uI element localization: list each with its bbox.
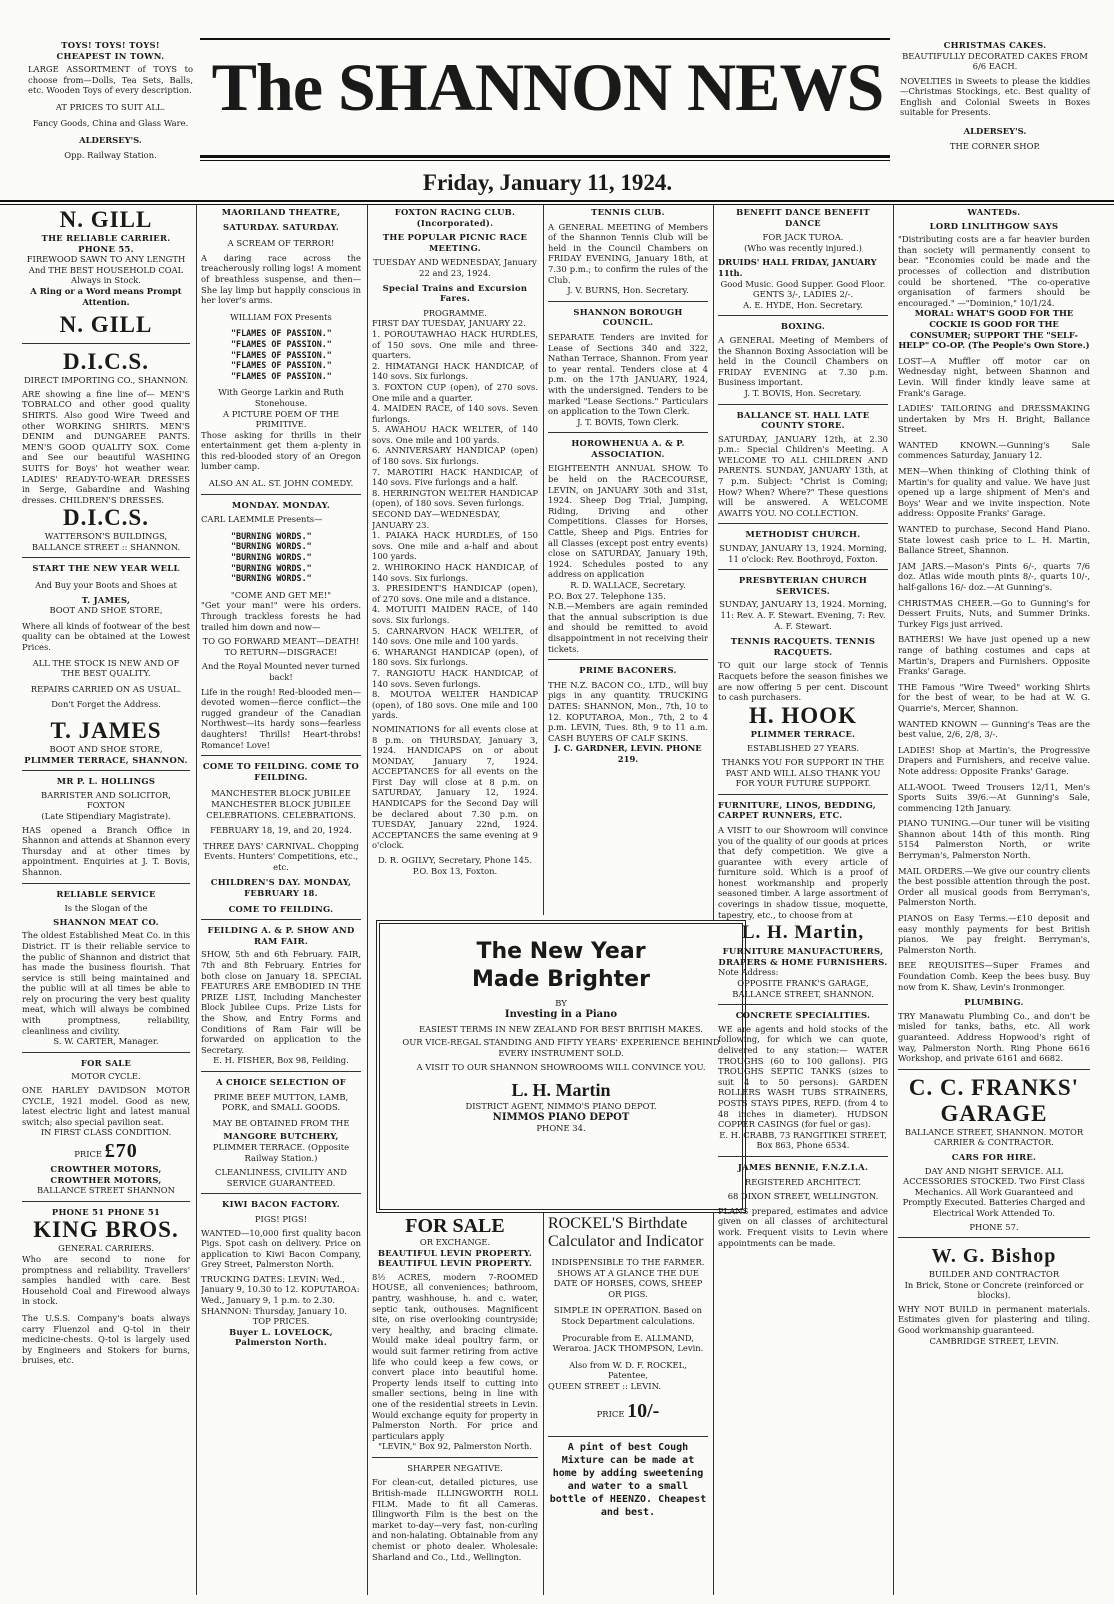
burning-title: "BURNING WORDS." xyxy=(231,541,312,552)
column-rule xyxy=(893,205,894,1595)
bennie-name: JAMES BENNIE, F.N.Z.I.A. xyxy=(737,1161,869,1172)
jubilee-carnival: THREE DAYS' CARNIVAL. Chopping Events. Hunters' Competitions, etc., etc. xyxy=(203,840,359,872)
druids-body: Good Music. Good Supper. Good Floor. GENTS 3/-, LADIES 2/-. xyxy=(720,278,886,300)
lord-body: "Distributing costs are a far heavier burden than society will permanently consent to bear. "Economies could be made and the processes of collection and distribution could be shortened. "The co-operative organisation of farmers should be encouraged." —"Dominion," 10/1/24. xyxy=(898,234,1090,308)
council-heading: SHANNON BOROUGH COUNCIL. xyxy=(573,306,683,328)
franks-garage: GARAGE xyxy=(940,1100,1048,1126)
hook-established: ESTABLISHED 27 YEARS. xyxy=(747,743,859,754)
maoriland-heading: MAORILAND THEATRE, xyxy=(221,207,341,217)
rockel-heading: ROCKEL'S Birthdate Calculator and Indicator xyxy=(548,1215,704,1250)
gill-name: N. GILL xyxy=(59,207,153,232)
column-rule xyxy=(196,205,197,1595)
column-rule xyxy=(367,205,368,1595)
forsale-price-label: PRICE xyxy=(74,1149,103,1159)
bennie-body: PLANS prepared, estimates and advice given on all classes of architectural work. Frequent visits to Levin where appointments can be made. xyxy=(718,1205,888,1248)
toys-sub: CHEAPEST IN TOWN. xyxy=(56,50,165,61)
kiwi-pigs: PIGS! PIGS! xyxy=(254,1213,308,1224)
jubilee-dates: FEBRUARY 18, 19, and 20, 1924. xyxy=(210,825,352,836)
king-body: Who are second to none for promptness and reliability. Travellers' samples handled with care. Best Household Coal and Firewood always in stock. xyxy=(22,1253,190,1307)
childrens-day: CHILDREN'S DAY. MONDAY, FEBRUARY 18. xyxy=(210,877,352,899)
methodist-body: SUNDAY, JANUARY 13, 1924. Morning, 11 o'clock: Rev. Boothroyd, Foxton. xyxy=(719,543,887,564)
burning-title: "BURNING WORDS." xyxy=(231,552,312,563)
dics-body: ARE showing a fine line of— MEN'S TOBRALCO and other good quality SHIRTS. Also good Wire Tweed and other WORKING SHIRTS. MEN'S DENIM and DUNGAREE PANTS. MEN'S GOOD QUALITY SOX. Come and See our beautiful WASHING SUITS for Boys' hot weather wear. LADIES' READY-TO-WEAR DRESSES in Serge, Gabardine and Washing dresses. CHILDREN'S DRESSES. xyxy=(22,388,190,505)
issue-date: Friday, January 11, 1924. xyxy=(422,170,673,195)
reliable-sig: S. W. CARTER, Manager. xyxy=(53,1036,159,1047)
plumbing-heading: PLUMBING. xyxy=(964,997,1024,1008)
promo-by: BY xyxy=(555,998,567,1008)
moral: MORAL: WHAT'S GOOD FOR THE COCKIE IS GOOD FOR THE CONSUMER; SUPPORT THE "SELF-HELP" CO-OP. (The People's Own Store.) xyxy=(898,308,1090,351)
maoriland-fox: WILLIAM FOX Presents xyxy=(230,311,332,322)
racing-day2: SECOND DAY—WEDNESDAY, JANUARY 23. xyxy=(372,509,501,530)
racing-day1: FIRST DAY TUESDAY, JANUARY 22. xyxy=(372,318,526,329)
levin-exchange: OR EXCHANGE. xyxy=(419,1237,491,1247)
promo-depot: NIMMOS PIANO DEPOT xyxy=(492,1112,630,1123)
lhmartin-name: L. H. Martin, xyxy=(741,922,865,944)
new-year-body: And Buy your Boots and Shoes at xyxy=(35,580,177,591)
bishop-body: WHY NOT BUILD in permanent materials. Estimates given for plastering and tiling. Good workmanship guaranteed. xyxy=(898,1303,1090,1336)
racing-programme: PROGRAMME. xyxy=(423,307,487,318)
rockel-also: Also from W. D. F. ROCKEL, Patentee, xyxy=(569,1359,687,1381)
levin-body: 8½ ACRES, modern 7-ROOMED HOUSE, all conveniences; bathroom, pantry, washhouse, h. and c. water, septic tank, outhouses. Magnificent site, on rise overlooking countryside; very healthy, and bracing climate. Would make ideal poultry farm, or would suit farmer retiring from active life who could keep a few cows, or convert place into beautiful home. Property lends itself to cutting into smaller sections, being in line with one of the residential streets in Levin. Would exchange equity for property in Palmerston North. For price and particulars apply xyxy=(372,1271,538,1441)
toys-shop: ALDERSEY'S. xyxy=(79,134,142,145)
kiwi-buyer: Buyer L. LOVELOCK, Palmerston North. xyxy=(229,1326,333,1348)
tjames-stock: ALL THE STOCK IS NEW AND OF THE BEST QUALITY. xyxy=(32,657,180,679)
life-body: Life in the rough! Red-blooded men—devoted women—fierce conflict—the rugged grandeur of the Canadian Northwest—its hardy sons—fearless daughters! Thrills! Heart-throbs! Romance! Love! xyxy=(201,686,361,750)
flames-title: "FLAMES OF PASSION." xyxy=(231,370,332,381)
classified-ad: THE Famous "Wire Tweed" working Shirts for the best of wear, to be had at W. G. Quarrie's, Mercer, Shannon. xyxy=(898,681,1090,713)
mangore-intro: MAY BE OBTAINED FROM THE xyxy=(212,1117,350,1128)
franks-phone: PHONE 57. xyxy=(969,1221,1019,1232)
kiwi-trucking: TRUCKING DATES: LEVIN: Wed., January 9, 10.30 to 12. KOPUTAROA: Wed., January 9, 1 p.m. to 2.30. SHANNON: Thursday, January 10. xyxy=(201,1273,360,1316)
race-entry: 6. ANNIVERSARY HANDICAP (open) of 180 sovs. Six furlongs. xyxy=(372,445,538,467)
promo-title-2: Made Brighter xyxy=(472,967,650,992)
race-entry: 7. MAROTIRI HACK HANDICAP, of 140 sovs. Five furlongs and a half. xyxy=(372,466,538,488)
column-1 xyxy=(22,207,190,1597)
furniture-heading: FURNITURE, LINOS, BEDDING, CARPET RUNNERS, ETC. xyxy=(718,799,876,821)
levin-sig: "LEVIN," Box 92, Palmerston North. xyxy=(378,1441,532,1452)
kiwi-heading: KIWI BACON FACTORY. xyxy=(222,1199,340,1210)
gill-phone: PHONE 55. xyxy=(78,243,134,254)
feilding-come-2: COME TO FEILDING. xyxy=(228,903,334,914)
flames-comedy: ALSO AN AL. ST. JOHN COMEDY. xyxy=(208,478,354,489)
promo-investing: Investing in a Piano xyxy=(504,1009,618,1020)
bishop-address: CAMBRIDGE STREET, LEVIN. xyxy=(929,1335,1059,1346)
ballance-hall: BALLANCE ST. HALL LATE COUNTY STORE. xyxy=(736,409,870,431)
show-body: SHOW, 5th and 6th February. FAIR, 7th and 8th February. Entries for both close on January 18. SPECIAL FEATURES ARE EMBODIED IN THE PRIZE LIST, Including Manchester Block Jubilee Cups. Prize Lists for the Show, and Entry Forms and Conditions of Ram Fair will be forwarded on application to the Secretary. xyxy=(201,949,361,1055)
jubilee: MANCHESTER BLOCK JUBILEE MANCHESTER BLOCK JUBILEE CELEBRATIONS. CELEBRATIONS. xyxy=(206,788,356,820)
classified-ad: WANTED to purchase, Second Hand Piano. State lowest cash price to L. H. Martin, Ballance Street, Shannon. xyxy=(898,524,1090,556)
lord-heading: LORD LINLITHGOW SAYS xyxy=(929,220,1059,231)
promo-title-1: The New Year xyxy=(476,939,646,964)
come-body: "Get your man!" were his orders. Through trackless forests he had trailed him down and now— xyxy=(201,600,361,632)
carl-laemmle: CARL LAEMMLE Presents— xyxy=(201,514,323,525)
classified-ad: PIANO TUNING.—Our tuner will be visiting Shannon about 14th of this month. Ring 5154 Palmerston North, or write Berryman's, Palmerston North. xyxy=(898,818,1090,861)
toys-advert xyxy=(28,40,193,161)
race-entry: 5. CARNARVON HACK WELTER, of 140 sovs. One mile and 100 yards. xyxy=(372,625,538,647)
tjames-name: T. JAMES, xyxy=(81,594,131,605)
racing-trains: Special Trains and Excursion Fares. xyxy=(382,282,528,304)
tjames-dont: Don't Forget the Address. xyxy=(51,699,161,710)
horo-sig: R. D. WALLACE, Secretary. xyxy=(570,580,686,590)
piano-advert xyxy=(376,920,746,1213)
cakes-sub: BEAUTIFULLY DECORATED CAKES FROM 6/6 EACH. xyxy=(902,50,1088,71)
dics-name-2: D.I.C.S. xyxy=(63,505,149,531)
tjames-repairs: REPAIRS CARRIED ON AS USUAL. xyxy=(30,683,182,694)
classified-ad: BEE REQUISITES—Super Frames and Foundation Comb. Keep the bees busy. Buy now from K. Shaw, Levin's Ironmonger. xyxy=(898,960,1090,992)
franks-hire: CARS FOR HIRE. xyxy=(951,1151,1037,1162)
ballance-body: SATURDAY, JANUARY 12th, at 2.30 p.m.: Special Children's Meeting. A WELCOME TO ALL CHILDREN AND PARENTS. SUNDAY, JANUARY 13th, at 7 p.m. Subject: "Christ is Coming; How? When? Where?" These questions will be answered. A WELCOME AWAITS YOU. NO COLLECTION. xyxy=(718,433,888,518)
reliable-body: The oldest Established Meat Co. in this District. IT is their reliable service to the public of Shannon and district that has made the business flourish. That service is still being maintained and the public will at all times be able to rely on procuring the very best quality meat, which will always be combined with promptness, reliability, cleanliness and civility. xyxy=(22,930,190,1036)
classified-ad: BATHERS! We have just opened up a new range of bathing costumes and caps at Martin's, Drapers and Furnishers. Opposite Franks' Garage. xyxy=(898,634,1090,677)
monday-heading: MONDAY. MONDAY. xyxy=(231,499,331,510)
toys-address: Opp. Railway Station. xyxy=(64,150,157,160)
franks-address: BALLANCE STREET, SHANNON. MOTOR CARRIER & CONTRACTOR. xyxy=(904,1126,1084,1148)
forsale-heading: FOR SALE xyxy=(80,1057,132,1068)
cakes-body: NOVELTIES in Sweets to please the kiddies—Christmas Stockings, etc. Best quality of English and Colonial Sweets in Boxes suitable for Presents. xyxy=(900,75,1090,117)
king-name: KING BROS. xyxy=(33,1217,179,1243)
bacon-heading: PRIME BACONERS. xyxy=(579,665,677,676)
bishop-name: W. G. Bishop xyxy=(931,1245,1057,1268)
kiwi-body: WANTED—10,000 first quality bacon Pigs. Spot cash on delivery. Price on application to Kiwi Bacon Company, Grey Street, Palmerston North. xyxy=(201,1227,361,1270)
masthead-top-rule xyxy=(200,38,890,40)
lhmartin-note: Note Address: xyxy=(718,967,779,978)
druids-sig: A. E. HYDE, Hon. Secretary. xyxy=(743,299,863,310)
race-entry: 4. MOTUITI MAIDEN RACE, of 140 sovs. Six furlongs. xyxy=(372,604,538,625)
reliable-company: SHANNON MEAT CO. xyxy=(53,916,159,927)
column-4 xyxy=(548,207,708,912)
forsale-condition: IN FIRST CLASS CONDITION. xyxy=(40,1127,172,1138)
column-2 xyxy=(201,207,361,1597)
wanteds-heading: WANTEDs. xyxy=(967,207,1021,217)
dics-address: WATTERSON'S BUILDINGS, BALLANCE STREET :: SHANNON. xyxy=(31,531,181,552)
bacon-body: THE N.Z. BACON CO., LTD., will buy pigs in any quantity. TRUCKING DATES: SHANNON, Mon., 7th, 10 to 12. KOPUTAROA, Mon., 7th, 2 to 4 p.m. LEVIN, Tues. 8th, 9 to 11 a.m. CASH BUYERS OF CALF SKINS. xyxy=(548,679,708,743)
show-sig: E. H. FISHER, Box 98, Feilding. xyxy=(213,1055,349,1066)
toys-body: LARGE ASSORTMENT of TOYS to choose from—Dolls, Tea Sets, Balls, etc. Wooden Toys of every description. xyxy=(28,64,193,95)
hook-body: THANKS YOU FOR SUPPORT IN THE PAST AND WILL ALSO THANK YOU FOR YOUR FUTURE SUPPORT. xyxy=(721,756,885,789)
reliable-heading: RELIABLE SERVICE xyxy=(56,888,156,899)
concrete-sig: E. H. CRABB, 73 RANGITIKEI STREET, Box 863, Phone 6534. xyxy=(719,1129,887,1151)
tennis-body: A GENERAL MEETING of Members of the Shannon Tennis Club will be held in the Council Chambers on FRIDAY EVENING, January 18th, at 7.30 p.m.; to confirm the rules of the Club. xyxy=(548,221,708,285)
column-3-bottom xyxy=(372,1215,538,1595)
classified-ad: PIANOS on Easy Terms.—£10 deposit and easy monthly payments for best British pianos. We pay freight. Berryman's, Palmerston North. xyxy=(898,913,1090,955)
horo-box: P.O. Box 27. Telephone 135. xyxy=(548,590,666,601)
tjames-store-2: BOOT AND SHOE STORE, xyxy=(49,744,163,754)
promo-line-3: A VISIT TO OUR SHANNON SHOWROOMS WILL CONVINCE YOU. xyxy=(416,1062,706,1072)
classified-ad: LOST—A Muffler off motor car on Wednesday night, between Shannon and Levin. Will finder kindly leave same at Frank's Garage. xyxy=(898,355,1090,398)
toys-price: AT PRICES TO SUIT ALL. xyxy=(55,101,166,112)
new-year-heading: START THE NEW YEAR WELL xyxy=(32,563,180,574)
levin-forsale: FOR SALE xyxy=(405,1215,505,1237)
toys-fancy: Fancy Goods, China and Glass Ware. xyxy=(32,118,189,128)
gill-ring: A Ring or a Word means Prompt Attention. xyxy=(30,285,182,307)
meats-list: PRIME BEEF MUTTON, LAMB, PORK, and SMALL GOODS. xyxy=(213,1091,349,1113)
forsale-body: ONE HARLEY DAVIDSON MOTOR CYCLE, 1921 model. Good as new, latest electric light and latest manual switch; also special pavilion seat. xyxy=(22,1085,190,1127)
classified-ad: MAIL ORDERS.—We give our country clients the best possible attention through the post. Order all musical goods from Berryman's, Palmerston North. xyxy=(898,865,1090,908)
flames-title: "FLAMES OF PASSION." xyxy=(231,338,332,349)
burning-title: "BURNING WORDS." xyxy=(231,562,312,573)
race-entry: 5. AWAHOU HACK WELTER, of 140 sovs. One mile and 100 yards. xyxy=(372,424,538,445)
race-entry: 8. HERRINGTON WELTER HANDICAP (open), of 180 sovs. Seven furlongs. xyxy=(372,487,538,509)
tjames-store: BOOT AND SHOE STORE, xyxy=(49,605,163,616)
classified-ad: LADIES' TAILORING and DRESSMAKING undertaken by Mrs H. Bright, Ballance Street. xyxy=(898,403,1090,435)
come-get-me: "COME AND GET ME!" xyxy=(230,589,332,600)
mangore-name: MANGORE BUTCHERY, xyxy=(223,1131,339,1142)
crowther-1: CROWTHER MOTORS, xyxy=(50,1164,162,1174)
horo-body: EIGHTEENTH ANNUAL SHOW. To be held on the RACECOURSE, LEVIN, on JANUARY 30th and 31st, 1924. Sheep Dog Trial, Jumping, Riding, Driving and other Competitions. Classes for Horses, Cattle, Sheep and Pigs. Entries for all Classes (except post entry events) close on SATURDAY, January 19th, 1924. Schedules posted to any address on application xyxy=(548,463,708,580)
promo-name: L. H. Martin xyxy=(511,1080,611,1100)
column-4-bottom xyxy=(548,1215,708,1595)
tjames-address: PLIMMER TERRACE, SHANNON. xyxy=(24,754,188,765)
franks-body: DAY AND NIGHT SERVICE. ALL ACCESSORIES STOCKED. Two First Class Mechanics. All Work Guaranteed and Promptly Executed. Batteries Charged and Electrical Work Attended To. xyxy=(902,1165,1086,1218)
choice-heading: A CHOICE SELECTION OF xyxy=(215,1076,347,1087)
race-entry: 1. PAIAKA HACK HURDLES, of 150 sovs. One mile and a-half and about 100 yards. xyxy=(372,530,538,562)
header-rule-thin xyxy=(0,204,1114,205)
bennie-title: REGISTERED ARCHITECT. xyxy=(744,1176,862,1187)
maoriland-saturday: SATURDAY. SATURDAY. xyxy=(222,221,340,232)
rockel-price-label: PRICE xyxy=(596,1408,625,1419)
reliable-slogan: Is the Slogan of the xyxy=(64,903,148,914)
maoriland-scream: A SCREAM OF TERROR! xyxy=(227,238,335,249)
dics-name: D.I.C.S. xyxy=(63,349,149,375)
races-day2-list xyxy=(372,530,538,721)
methodist-heading: METHODIST CHURCH. xyxy=(745,529,861,540)
presbyterian-heading: PRESBYTERIAN CHURCH SERVICES. xyxy=(738,575,868,596)
race-entry: 3. PRESIDENT'S HANDICAP (open), of 270 sovs. One mile and a distance. xyxy=(372,583,538,604)
column-rule xyxy=(543,205,544,915)
tjames-body: Where all kinds of footwear of the best quality can be obtained at the Lowest Prices. xyxy=(22,620,190,653)
qtol-body: The U.S.S. Company's boats always carry Fluenzol and Q-tol in their medicine-chests. Q-tol is largely used by Engineers and Stokers for burns, bruises, etc. xyxy=(22,1312,190,1366)
hollings-name: MR P. L. HOLLINGS xyxy=(56,776,156,787)
bishop-title: BUILDER AND CONTRACTOR xyxy=(928,1269,1060,1280)
column-rule xyxy=(543,1210,544,1595)
column-5 xyxy=(718,207,888,1597)
council-body: SEPARATE Tenders are invited for Lease of Sections 340 and 322, Nathan Terrace, Shannon. From year to year rental. Tenders close at 4 p.m. on the 17th JANUARY, 1924, with the undersigned. Tenders to be marked "Lease Sections." Particulars on application to the Town Clerk. xyxy=(548,331,708,417)
hollings-title: BARRISTER AND SOLICITOR, FOXTON xyxy=(41,789,171,811)
flames-cast: With George Larkin and Ruth Stonehouse. xyxy=(218,387,344,408)
promo-phone: PHONE 34. xyxy=(536,1123,586,1133)
gill-carrier: THE RELIABLE CARRIER. xyxy=(41,233,171,243)
gill-body: FIREWOOD SAWN TO ANY LENGTH And THE BEST HOUSEHOLD COAL Always in Stock. xyxy=(26,254,186,286)
racing-heading: FOXTON RACING CLUB. (Incorporated). xyxy=(394,207,516,228)
horo-heading: HOROWHENUA A. & P. ASSOCIATION. xyxy=(571,438,685,459)
mounted: And the Royal Mounted never turned back! xyxy=(201,661,361,682)
race-entry: 8. MOUTOA WELTER HANDICAP (open), of 180 sovs. One mile and 100 yards. xyxy=(372,689,538,721)
race-entry: 2. WHIROKINO HACK HANDICAP, of 140 sovs. Six furlongs. xyxy=(372,562,538,583)
crowther-2: CROWTHER MOTORS, xyxy=(50,1174,162,1185)
promo-agent: DISTRICT AGENT, NIMMO'S PIANO DEPOT. xyxy=(465,1101,657,1111)
race-entry: 6. WHARANGI HANDICAP (open), of 180 sovs. Six furlongs. xyxy=(372,646,538,668)
plumbing-body: TRY Manawatu Plumbing Co., and don't be misled for tanks, baths, etc. All work guaranteed. Address Hopwood's right of way, Palmerston North. Ring Phone 6616 Workshop, and private 6161 and 6682. xyxy=(898,1010,1090,1064)
cakes-advert xyxy=(900,40,1090,152)
boxing-sig: J. T. BOVIS, Hon. Secretary. xyxy=(744,387,862,398)
race-entry: 7. RANGIOTU HACK HANDICAP, of 140 sovs. Seven furlongs. xyxy=(372,667,538,689)
race-entry: 2. HIMATANGI HACK HANDICAP, of 140 sovs. Six furlongs. xyxy=(372,360,538,382)
druids-hall: DRUIDS' HALL FRIDAY, JANUARY 11th. xyxy=(718,257,877,278)
furniture-body: A VISIT to our Showroom will convince you of the quality of our goods at prices that defy competition. We give a guarantee with every article of furniture sold. Which is a proof of honest workmanship and properly seasoned timber. A large assortment of coverings in shadow tissue, moquette, tapestry, etc., to choose from at xyxy=(718,824,888,920)
mangore-address: PLIMMER TERRACE. (Opposite Railway Station.) xyxy=(212,1141,350,1163)
classified-ad: CHRISTMAS CHEER.—Go to Gunning's for Dessert Fruits, Nuts, and Summer Drinks. Turkey Figs just arrived. xyxy=(898,597,1090,629)
levin-heading: BEAUTIFUL LEVIN PROPERTY. BEAUTIFUL LEVIN PROPERTY. xyxy=(377,1247,533,1269)
classified-list xyxy=(898,356,1090,992)
flames-title: "FLAMES OF PASSION." xyxy=(231,360,332,371)
races-day1-list xyxy=(372,329,538,509)
council-sig: J. T. BOVIS, Town Clerk. xyxy=(577,416,679,427)
classified-ad: WANTED KNOWN.—Gunning's Sale commences Saturday, January 12. xyxy=(898,439,1090,461)
classified-ad: JAM JARS.—Mason's Pints 6/-, quarts 7/6 doz. Atlas wide mouth pints 8/-, quarts 10/-, half-gallons 16/- doz.—At Gunning's. xyxy=(898,560,1090,592)
lhmartin-address: OPPOSITE FRANK'S GARAGE, BALLANCE STREET, SHANNON. xyxy=(732,978,874,999)
boxing-heading: BOXING. xyxy=(780,321,826,332)
crowther-address: BALLANCE STREET SHANNON xyxy=(37,1185,175,1196)
horo-nb: N.B.—Members are again reminded that the annual subscription is due and should be remitted to avoid disappointment in not receiving their tickets. xyxy=(548,601,708,654)
flames-poem: A PICTURE POEM OF THE PRIMITIVE. xyxy=(223,408,339,430)
hollings-body: HAS opened a Branch Office in Shannon and attends at Shannon every Thursday and at other times by appointment. Enquiries at J. T. Bovis, Shannon. xyxy=(22,824,190,877)
header-rule xyxy=(0,200,1114,202)
burning-title: "BURNING WORDS." xyxy=(231,530,312,541)
racing-body: NOMINATIONS for all events close at 8 p.m. on THURSDAY, January 3, 1924. HANDICAPS on or about MONDAY, January 7, 1924. ACCEPTANCES for all events on the First Day will close at 8 p.m. on SATURDAY, January 12, 1924. HANDICAPS for the Second Day will be declared about 7.30 p.m. on TUESDAY, January 22nd, 1924. ACCEPTANCES the same evening at 9 o'clock. xyxy=(372,723,538,851)
franks-name: C. C. FRANKS' xyxy=(908,1074,1080,1100)
hook-address: PLIMMER TERRACE. xyxy=(750,728,856,739)
boxing-body: A GENERAL Meeting of Members of the Shannon Boxing Association will be held in the Council Chambers on FRIDAY EVENING at 7.30 p.m. Business important. xyxy=(718,334,888,388)
king-phone: PHONE 51 PHONE 51 xyxy=(51,1206,161,1217)
tjames-big: T. JAMES xyxy=(50,718,162,743)
dics-sub: DIRECT IMPORTING CO., SHANNON. xyxy=(23,375,189,386)
cakes-shop: ALDERSEY'S. xyxy=(963,125,1027,136)
rockel-queen: QUEEN STREET :: LEVIN. xyxy=(548,1380,662,1391)
racquets-heading: TENNIS RACQUETS. TENNIS RACQUETS. xyxy=(730,636,876,657)
column-rule xyxy=(713,205,714,1595)
rockel-proc: Procurable from E. ALLMAND, Weraroa. JACK THOMPSON, Levin. xyxy=(552,1332,704,1354)
bishop-materials: In Brick, Stone or Concrete (reinforced or blocks). xyxy=(904,1279,1084,1301)
feilding-come: COME TO FEILDING. COME TO FEILDING. xyxy=(202,761,360,782)
king-carriers: GENERAL CARRIERS. xyxy=(58,1243,154,1254)
rockel-body: INDISPENSIBLE TO THE FARMER. SHOWS AT A GLANCE THE DUE DATE OF HORSES, COWS, SHEEP OR PIGS. xyxy=(551,1257,705,1299)
column-6 xyxy=(898,207,1090,1597)
masthead-rule-thin xyxy=(200,160,890,161)
concrete-heading: CONCRETE SPECIALITIES. xyxy=(735,1010,871,1021)
bacon-sig: J. C. GARDNER, LEVIN. PHONE 219. xyxy=(554,743,702,764)
flames-list xyxy=(231,328,361,381)
burning-title: "BURNING WORDS." xyxy=(231,573,312,584)
concrete-body: WE are agents and hold stocks of the following, for which we can quote, delivered to any station:— WATER TROUGHS (60 to 100 gallons). PIG TROUGHS SEPTIC TANKS (sizes to suit 4 to 50 persons). GARDEN ROLLERS WASH TUBS STRAINERS, POSTS STAYS PIPES, REFD. (from 4 to 48 inches in diameter). HUDSON COPPER CASINGS (for fuel or gas). xyxy=(718,1023,888,1130)
sharper-heading: SHARPER NEGATIVE. xyxy=(407,1462,503,1473)
heenzo-advert: A pint of best Cough Mixture can be made at home by adding sweetening and water to a small bottle of HEENZO. Cheapest and best. xyxy=(548,1436,708,1519)
tennis-sig: J. V. BURNS, Hon. Secretary. xyxy=(567,285,689,296)
bennie-address: 68 DIXON STREET, WELLINGTON. xyxy=(727,1191,879,1202)
race-entry: 1. POROUTAWHAO HACK HURDLES, of 150 sovs. One mile and three-quarters. xyxy=(372,328,538,361)
gill-name-2: N. GILL xyxy=(59,312,153,338)
burning-list xyxy=(231,531,361,584)
promo-line-2: OUR VICE-REGAL STANDING AND FIFTY YEARS' EXPERIENCE BEHIND EVERY INSTRUMENT SOLD. xyxy=(402,1037,720,1058)
hook-name: H. HOOK xyxy=(749,702,857,728)
race-entry: 4. MAIDEN RACE, of 140 sovs. Seven furlongs. xyxy=(372,403,538,424)
flames-body: Those asking for thrills in their entertainment get them a-plenty in this red-blooded story of an Oregon lumber camp. xyxy=(201,429,361,472)
benefit-for: FOR JACK TUROA. xyxy=(762,232,844,243)
classified-ad: ALL-WOOL Tweed Trousers 12/11, Men's Sports Suits 39/6.—At Gunning's Sale, commencing 12th January. xyxy=(898,781,1090,813)
promo-line-1: EASIEST TERMS IN NEW ZEALAND FOR BEST BRITISH MAKES. xyxy=(419,1024,703,1034)
rockel-simple: SIMPLE IN OPERATION. Based on Stock Department calculations. xyxy=(553,1305,703,1326)
racing-sig: D. R. OGILVY, Secretary, Phone 145. P.O. Box 13, Foxton. xyxy=(378,855,532,876)
hollings-late: (Late Stipendiary Magistrate). xyxy=(41,810,171,821)
masthead-rule xyxy=(200,155,890,158)
racing-dates: TUESDAY AND WEDNESDAY, January 22 and 23, 1924. xyxy=(373,257,537,278)
toys-heading: TOYS! TOYS! TOYS! xyxy=(61,40,160,50)
classified-ad: MEN—When thinking of Clothing think of Martin's for quality and value. We have just opened up a large shipment of Men's and Boys' Wear and we invite inspection. Note address: Opposite Franks' Garage. xyxy=(898,466,1090,519)
rockel-price: 10/- xyxy=(627,1399,660,1422)
mangore-clean: CLEANLINESS, CIVILITY AND SERVICE GUARANTEED. xyxy=(215,1167,347,1188)
classified-ad: LADIES! Shop at Martin's, the Progressive Drapers and Furnishers, and receive value. Note address: Opposite Franks' Garage. xyxy=(898,744,1090,776)
go-forward: TO GO FORWARD MEANT—DEATH! TO RETURN—DISGRACE! xyxy=(202,636,360,657)
classified-ad: WANTED KNOWN — Gunning's Teas are the best value, 2/6, 2/8, 3/-. xyxy=(898,718,1090,740)
racing-picnic: THE POPULAR PICNIC RACE MEETING. xyxy=(382,232,528,253)
cakes-heading: CHRISTMAS CAKES. xyxy=(943,40,1047,50)
masthead-title: The SHANNON NEWS xyxy=(211,49,884,125)
cakes-address: THE CORNER SHOP. xyxy=(949,141,1041,151)
column-3 xyxy=(372,207,538,912)
flames-title: "FLAMES OF PASSION." xyxy=(231,328,332,339)
forsale-price: £70 xyxy=(104,1140,138,1162)
presbyterian-body: SUNDAY, JANUARY 13, 1924. Morning, 11: Rev. A. F. Stewart. Evening, 7: Rev. A. F. Stewart. xyxy=(719,599,887,631)
racquets-body: TO quit our large stock of Tennis Racquets before the season finishes we are now offering 5 per cent. Discount to cash purchasers. xyxy=(718,660,888,703)
flames-title: "FLAMES OF PASSION." xyxy=(231,349,332,360)
forsale-motorcycle: MOTOR CYCLE. xyxy=(71,1071,141,1082)
sharper-body: For clean-cut, detailed pictures, use British-made ILLINGWORTH ROLL FILM. Made to fit all Cameras. Illingworth Film is the best on the market to-day—very fast, non-curling and non-halating. Obtainable from any chemist or photo dealer. Wholesale: Sharland and Co., Ltd., Wellington. xyxy=(372,1477,538,1562)
maoriland-scream-body: A daring race across the treacherously rolling logs! A moment of breathless suspense, and then— She lay limp but happily conscious in her lover's arms. xyxy=(201,252,361,306)
race-entry: 3. FOXTON CUP (open), of 270 sovs. One mile and a quarter. xyxy=(372,381,538,403)
show-heading: FEILDING A. & P. SHOW AND RAM FAIR. xyxy=(207,925,355,946)
lhmartin-title: FURNITURE MANUFACTURERS, DRAPERS & HOME FURNISHERS. xyxy=(718,946,888,967)
benefit-injured: (Who was recently injured.) xyxy=(744,242,862,253)
tennis-heading: TENNIS CLUB. xyxy=(591,207,665,217)
benefit-heading: BENEFIT DANCE BENEFIT DANCE xyxy=(736,207,870,228)
kiwi-top: TOP PRICES. xyxy=(252,1316,310,1327)
